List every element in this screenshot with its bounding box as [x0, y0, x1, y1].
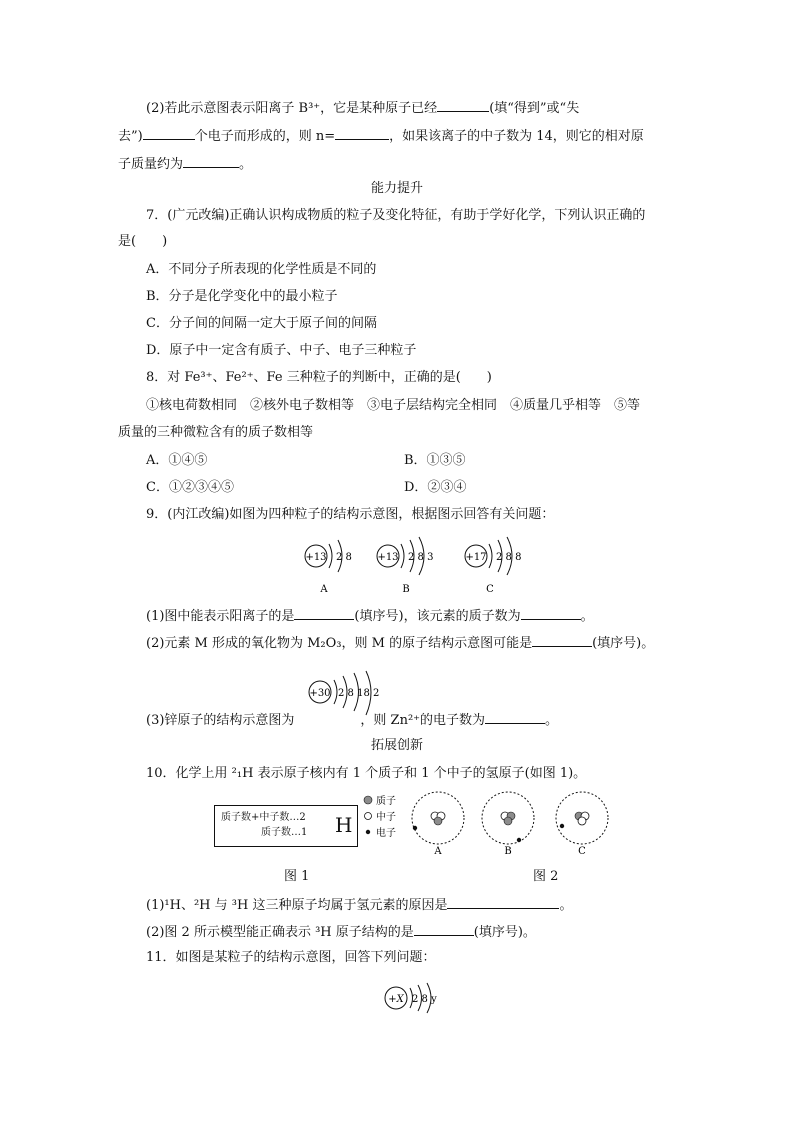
box-atomic-number-label: 质子数…1 [261, 827, 308, 838]
section-heading-extend: 拓展创新 [370, 738, 423, 753]
q6-2-text-f: 子质量约为 [118, 157, 184, 172]
q6-2-text-d: 个电子而形成的，则 n= [194, 129, 336, 144]
answer-blank[interactable] [521, 606, 581, 620]
model-c [556, 792, 608, 857]
atom-c-nucleus: +17 [465, 552, 487, 563]
legend-proton-icon [364, 796, 372, 804]
q6-2-text-c: 去”) [118, 129, 143, 144]
q10-sub2 [146, 922, 536, 941]
q9-sub1-text-a: (1)图中能表示阳离子的是 [146, 609, 295, 624]
answer-blank[interactable] [183, 154, 239, 168]
q6-2-text-e: ，如果该离子的中子数为 14，则它的相对原 [389, 129, 644, 144]
section-heading-ability: 能力提升 [370, 181, 423, 196]
answer-blank[interactable] [414, 922, 474, 936]
box-element-symbol: H [335, 813, 353, 837]
answer-blank[interactable] [485, 710, 545, 724]
box-mass-number-label: 质子数+中子数…2 [221, 812, 306, 823]
figure-2-caption: 图 2 [533, 869, 559, 884]
q10-sub2-text-b: (填序号)。 [473, 925, 536, 940]
q8-stem: 8．对 Fe³⁺、Fe²⁺、Fe 三种粒子的判断中，正确的是( ) [146, 370, 492, 385]
q9-sub2 [146, 633, 654, 652]
q9-sub3 [146, 710, 558, 729]
model-a [412, 792, 464, 857]
answer-blank[interactable] [437, 98, 489, 112]
q9-sub3-text-b: ，则 Zn²⁺的电子数为 [360, 713, 486, 728]
legend-neutron-label: 中子 [376, 812, 396, 823]
q9-sub2-text-b: (填序号)。 [592, 636, 655, 651]
model-b-label: B [504, 846, 512, 857]
q9-atom-diagrams [296, 536, 536, 598]
q9-sub3-text-c: 。 [545, 713, 559, 728]
zinc-shells: 2 8 18 2 [338, 688, 380, 699]
q8-option-c[interactable]: C．①②③④⑤ [146, 480, 234, 495]
legend-neutron-icon [365, 813, 372, 820]
q9-sub1-text-c: 。 [580, 609, 594, 624]
model-c-label: C [578, 846, 586, 857]
q6-2-text-a: (2)若此示意图表示阳离子 B³⁺，它是某种原子已经 [146, 101, 438, 116]
q8-option-a[interactable]: A．①④⑤ [146, 453, 208, 468]
q9-sub1-text-b: (填序号)，该元素的质子数为 [354, 609, 521, 624]
q11-particle-diagram [382, 982, 446, 1018]
figure-1-caption: 图 1 [284, 869, 310, 884]
q7-option-b[interactable]: B．分子是化学变化中的最小粒子 [146, 289, 338, 304]
atom-a-label: A [320, 584, 328, 595]
answer-blank[interactable] [447, 895, 559, 909]
atom-diagram-c [465, 537, 521, 595]
answer-blank[interactable] [335, 126, 389, 140]
q7-stem-line2: 是( ) [118, 234, 168, 249]
q11-shells: 2 8 y [412, 994, 437, 1005]
atom-b-label: B [402, 584, 410, 595]
q9-stem: 9．(内江改编)如图为四种粒子的结构示意图，根据图示回答有关问题： [146, 507, 555, 522]
q9-sub1 [146, 606, 594, 625]
q7-option-c[interactable]: C．分子间的间隔一定大于原子间的间隔 [146, 316, 377, 331]
atom-c-label: C [486, 584, 494, 595]
q10-sub1 [146, 895, 572, 914]
q8-statements-line1: ①核电荷数相同 ②核外电子数相等 ③电子层结构完全相同 ④质量几乎相等 ⑤等 [146, 398, 641, 413]
legend-electron-label: 电子 [376, 828, 396, 839]
q7-option-d[interactable]: D．原子中一定含有质子、中子、电子三种粒子 [146, 343, 417, 358]
answer-blank[interactable] [294, 606, 354, 620]
q7-stem-line1: 7．(广元改编)正确认识构成物质的粒子及变化特征，有助于学好化学，下列认识正确的 [146, 208, 646, 223]
q6-2-text-b: (填“得到”或“失 [489, 101, 580, 116]
atom-a-nucleus: +13 [305, 552, 327, 563]
q6-2-line2 [118, 126, 644, 145]
q6-2-line3 [118, 154, 252, 173]
q7-option-a[interactable]: A．不同分子所表现的化学性质是不同的 [146, 262, 377, 277]
atom-b-shells: 2 8 3 [408, 552, 434, 563]
q9-sub2-text-a: (2)元素 M 形成的氧化物为 M₂O₃，则 M 的原子结构示意图可能是 [146, 636, 533, 651]
q11-nucleus: +X [388, 994, 404, 1005]
figure-2-models [360, 790, 620, 860]
legend-proton-label: 质子 [376, 796, 396, 807]
q6-2-line1 [146, 98, 579, 117]
legend-electron-icon [366, 830, 370, 834]
q8-option-d[interactable]: D．②③④ [404, 480, 467, 495]
answer-blank[interactable] [532, 633, 592, 647]
atom-b-nucleus: +13 [377, 552, 399, 563]
model-b [482, 792, 534, 857]
atom-c-shells: 2 8 8 [496, 552, 522, 563]
q9-sub3-text-a: (3)锌原子的结构示意图为 [146, 713, 295, 728]
q11-stem: 11．如图是某粒子的结构示意图，回答下列问题： [146, 950, 436, 965]
model-a-label: A [434, 846, 442, 857]
q10-sub1-text-a: (1)¹H、²H 与 ³H 这三种原子均属于氢元素的原因是 [146, 898, 448, 913]
q10-sub2-text-a: (2)图 2 所示模型能正确表示 ³H 原子结构的是 [146, 925, 414, 940]
q10-sub1-text-b: 。 [559, 898, 573, 913]
q8-option-b[interactable]: B．①③⑤ [404, 453, 466, 468]
answer-blank[interactable] [143, 126, 195, 140]
figure-1-box [214, 805, 358, 847]
atom-diagram-a [305, 540, 352, 595]
zinc-nucleus: +30 [309, 688, 331, 699]
q6-2-text-g: 。 [239, 157, 253, 172]
atom-diagram-b [377, 537, 433, 595]
q10-stem: 10．化学上用 ²₁H 表示原子核内有 1 个质子和 1 个中子的氢原子(如图 1)。 [146, 766, 587, 781]
legend [364, 794, 396, 839]
q8-statements-line2: 质量的三种微粒含有的质子数相等 [118, 425, 314, 440]
atom-a-shells: 2 8 [336, 552, 352, 563]
